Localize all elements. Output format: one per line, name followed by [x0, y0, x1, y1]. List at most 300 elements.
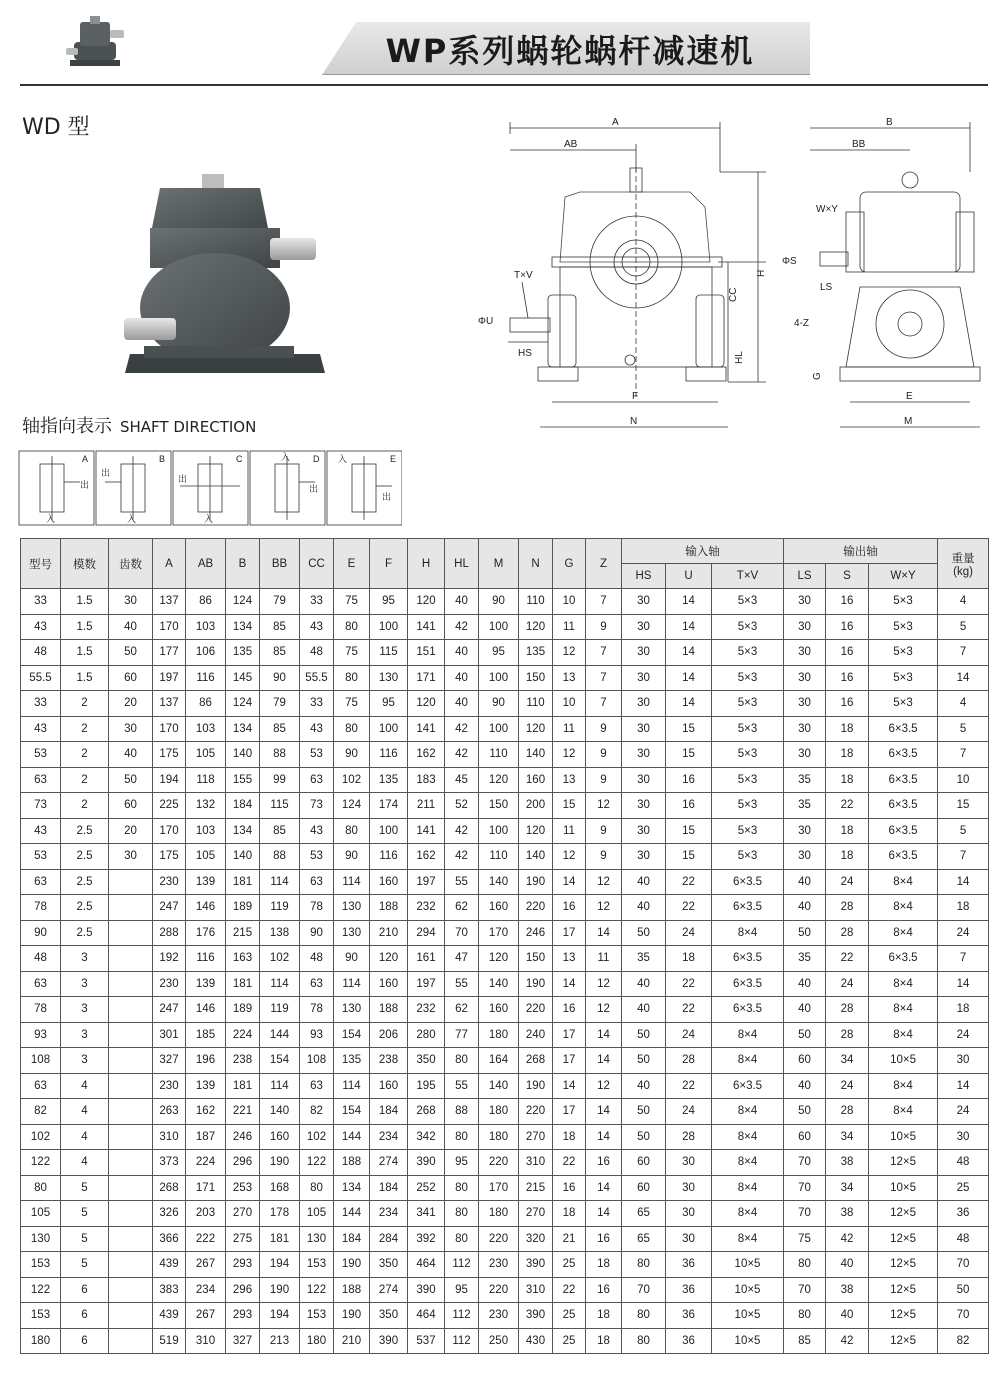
table-cell: 88 [260, 742, 300, 768]
table-cell: 30 [622, 844, 666, 870]
table-cell: 293 [226, 1252, 260, 1278]
table-cell: 135 [334, 1048, 370, 1074]
table-cell: 146 [186, 895, 226, 921]
table-cell: 85 [260, 716, 300, 742]
table-cell: 181 [260, 1226, 300, 1252]
table-cell: 160 [519, 767, 553, 793]
table-cell: 14 [586, 1201, 622, 1227]
table-cell: 200 [519, 793, 553, 819]
table-cell: 7 [586, 691, 622, 717]
table-cell: 3 [61, 946, 109, 972]
spec-table [20, 538, 989, 1354]
table-cell [109, 1252, 153, 1278]
table-cell: 197 [408, 869, 445, 895]
table-cell: 18 [826, 742, 869, 768]
table-cell: 24 [826, 971, 869, 997]
table-cell: 30 [784, 691, 826, 717]
table-cell: 90 [479, 691, 519, 717]
table-cell: 8×4 [712, 1022, 784, 1048]
table-cell: 184 [370, 1099, 408, 1125]
table-cell: 40 [784, 1073, 826, 1099]
table-cell: 234 [186, 1277, 226, 1303]
table-cell: 190 [260, 1277, 300, 1303]
table-cell: 14 [586, 1022, 622, 1048]
model-label: WD 型 [22, 115, 90, 140]
table-cell: 30 [938, 1048, 989, 1074]
table-cell: 160 [260, 1124, 300, 1150]
table-cell: 119 [260, 895, 300, 921]
table-cell: 40 [622, 997, 666, 1023]
table-cell: 73 [300, 793, 334, 819]
table-cell: 86 [186, 691, 226, 717]
table-cell: 296 [226, 1277, 260, 1303]
table-cell: 5 [61, 1175, 109, 1201]
table-row [21, 1277, 989, 1303]
table-cell: 120 [519, 614, 553, 640]
shaft-direction-diagram [18, 450, 402, 526]
dim-H: H [756, 269, 767, 277]
table-cell: 175 [153, 742, 186, 768]
table-cell: 8×4 [712, 1201, 784, 1227]
table-cell: 12 [586, 1073, 622, 1099]
table-cell: 16 [586, 1226, 622, 1252]
svg-text:出: 出 [101, 468, 111, 478]
table-cell: 36 [666, 1303, 712, 1329]
table-cell: 80 [21, 1175, 61, 1201]
table-cell: 6×3.5 [712, 895, 784, 921]
table-cell: 60 [784, 1124, 826, 1150]
dim-WxY: W×Y [816, 204, 838, 215]
table-cell: 342 [408, 1124, 445, 1150]
table-cell: 120 [479, 767, 519, 793]
table-cell: 280 [408, 1022, 445, 1048]
table-cell: 16 [826, 640, 869, 666]
table-cell: 5×3 [712, 844, 784, 870]
table-cell: 301 [153, 1022, 186, 1048]
table-cell: 110 [479, 844, 519, 870]
table-cell: 10×5 [712, 1252, 784, 1278]
reducer-photo [120, 168, 330, 388]
table-cell: 80 [784, 1252, 826, 1278]
table-cell: 5×3 [712, 691, 784, 717]
table-cell: 190 [334, 1252, 370, 1278]
table-cell: 5×3 [712, 614, 784, 640]
table-cell: 30 [666, 1150, 712, 1176]
table-cell: 14 [938, 665, 989, 691]
table-cell: 10×5 [869, 1175, 938, 1201]
table-cell: 341 [408, 1201, 445, 1227]
table-cell: 4 [938, 589, 989, 615]
table-cell: 5×3 [869, 640, 938, 666]
table-cell: 154 [260, 1048, 300, 1074]
th-HL: HL [445, 539, 479, 589]
table-cell: 33 [21, 691, 61, 717]
table-cell: 40 [445, 665, 479, 691]
svg-text:E: E [390, 454, 397, 464]
table-cell: 82 [938, 1328, 989, 1354]
table-cell: 221 [226, 1099, 260, 1125]
table-cell: 24 [666, 920, 712, 946]
table-cell: 40 [622, 1073, 666, 1099]
th-Z: Z [586, 539, 622, 589]
table-cell: 17 [553, 1048, 586, 1074]
table-cell: 140 [479, 1073, 519, 1099]
table-cell: 211 [408, 793, 445, 819]
table-cell: 102 [300, 1124, 334, 1150]
table-cell: 213 [260, 1328, 300, 1354]
table-cell: 170 [479, 920, 519, 946]
table-cell: 14 [666, 614, 712, 640]
th-H: H [408, 539, 445, 589]
table-cell: 16 [553, 895, 586, 921]
table-cell: 40 [445, 640, 479, 666]
table-cell: 22 [666, 971, 712, 997]
table-cell: 52 [445, 793, 479, 819]
table-cell: 12 [586, 895, 622, 921]
table-cell: 11 [553, 614, 586, 640]
table-cell: 12×5 [869, 1252, 938, 1278]
dim-phiU: ΦU [478, 316, 494, 327]
table-cell [109, 1048, 153, 1074]
th-HS: HS [622, 564, 666, 589]
table-cell: 43 [300, 614, 334, 640]
svg-text:C: C [236, 454, 243, 464]
table-cell: 180 [479, 1099, 519, 1125]
table-cell: 310 [153, 1124, 186, 1150]
table-cell: 21 [553, 1226, 586, 1252]
table-cell: 153 [21, 1303, 61, 1329]
table-cell: 95 [445, 1150, 479, 1176]
table-cell: 75 [334, 589, 370, 615]
table-cell: 5 [938, 818, 989, 844]
table-cell: 6×3.5 [869, 742, 938, 768]
table-cell: 464 [408, 1303, 445, 1329]
table-cell: 36 [666, 1252, 712, 1278]
table-cell: 220 [479, 1277, 519, 1303]
table-cell: 22 [666, 997, 712, 1023]
table-cell: 40 [109, 614, 153, 640]
table-cell: 180 [479, 1022, 519, 1048]
table-cell [109, 946, 153, 972]
table-cell: 30 [784, 844, 826, 870]
table-cell: 78 [300, 997, 334, 1023]
table-cell: 116 [370, 742, 408, 768]
table-cell: 190 [519, 869, 553, 895]
table-cell: 16 [586, 1150, 622, 1176]
table-cell: 53 [300, 742, 334, 768]
table-cell [109, 1303, 153, 1329]
table-cell: 234 [370, 1124, 408, 1150]
table-cell: 162 [408, 742, 445, 768]
table-row [21, 1048, 989, 1074]
table-cell [109, 971, 153, 997]
table-cell: 220 [519, 997, 553, 1023]
svg-text:出: 出 [80, 480, 90, 490]
table-cell: 116 [186, 946, 226, 972]
table-row [21, 691, 989, 717]
table-cell: 22 [826, 793, 869, 819]
table-cell: 40 [784, 997, 826, 1023]
table-cell: 100 [479, 716, 519, 742]
table-cell: 188 [334, 1150, 370, 1176]
table-cell: 10×5 [712, 1303, 784, 1329]
table-cell: 120 [519, 818, 553, 844]
table-cell: 176 [186, 920, 226, 946]
table-cell: 36 [666, 1328, 712, 1354]
table-cell: 55 [445, 869, 479, 895]
table-cell: 12×5 [869, 1328, 938, 1354]
table-cell: 18 [826, 844, 869, 870]
table-cell: 80 [445, 1124, 479, 1150]
table-cell: 187 [186, 1124, 226, 1150]
table-cell: 8×4 [712, 1175, 784, 1201]
table-cell: 20 [109, 818, 153, 844]
table-cell: 120 [408, 691, 445, 717]
table-cell: 112 [445, 1252, 479, 1278]
table-cell: 55 [445, 971, 479, 997]
table-cell: 178 [260, 1201, 300, 1227]
table-cell: 15 [666, 742, 712, 768]
table-cell: 139 [186, 869, 226, 895]
table-cell: 114 [334, 971, 370, 997]
dim-TxV: T×V [514, 270, 533, 281]
table-cell: 90 [21, 920, 61, 946]
table-cell: 50 [784, 1022, 826, 1048]
dim-A: A [612, 117, 619, 128]
table-cell: 60 [784, 1048, 826, 1074]
table-cell: 12 [586, 971, 622, 997]
table-row [21, 1328, 989, 1354]
table-cell: 4 [61, 1124, 109, 1150]
table-cell: 115 [370, 640, 408, 666]
table-row [21, 1150, 989, 1176]
table-cell: 10×5 [869, 1048, 938, 1074]
table-cell: 366 [153, 1226, 186, 1252]
table-cell: 50 [622, 1124, 666, 1150]
table-cell: 12×5 [869, 1201, 938, 1227]
table-cell: 2.5 [61, 844, 109, 870]
table-cell: 15 [938, 793, 989, 819]
table-cell: 34 [826, 1124, 869, 1150]
table-cell: 8×4 [869, 1099, 938, 1125]
table-cell: 2.5 [61, 818, 109, 844]
table-cell: 50 [622, 1022, 666, 1048]
table-cell: 390 [519, 1252, 553, 1278]
table-cell: 38 [826, 1277, 869, 1303]
table-cell: 124 [226, 589, 260, 615]
table-cell: 55 [445, 1073, 479, 1099]
table-cell: 30 [109, 589, 153, 615]
table-cell: 100 [479, 614, 519, 640]
table-cell: 247 [153, 895, 186, 921]
table-cell: 137 [153, 589, 186, 615]
table-cell: 42 [826, 1226, 869, 1252]
table-cell: 13 [553, 946, 586, 972]
table-cell: 14 [586, 920, 622, 946]
table-cell: 42 [445, 716, 479, 742]
table-cell: 12 [586, 869, 622, 895]
table-cell: 24 [826, 869, 869, 895]
table-cell: 30 [938, 1124, 989, 1150]
table-cell: 180 [300, 1328, 334, 1354]
th-G: G [553, 539, 586, 589]
table-cell: 2.5 [61, 895, 109, 921]
table-cell: 8×4 [869, 997, 938, 1023]
table-cell: 160 [370, 1073, 408, 1099]
table-cell: 189 [226, 997, 260, 1023]
table-cell: 144 [334, 1201, 370, 1227]
table-cell: 108 [300, 1048, 334, 1074]
table-cell: 130 [334, 895, 370, 921]
table-cell: 16 [826, 665, 869, 691]
table-cell [109, 869, 153, 895]
table-cell: 275 [226, 1226, 260, 1252]
table-cell: 253 [226, 1175, 260, 1201]
dim-AB: AB [564, 139, 578, 150]
table-cell: 60 [109, 665, 153, 691]
table-cell: 48 [21, 640, 61, 666]
table-cell: 188 [370, 895, 408, 921]
table-cell: 5×3 [869, 614, 938, 640]
table-cell: 40 [826, 1303, 869, 1329]
table-cell: 42 [445, 614, 479, 640]
table-cell: 40 [445, 589, 479, 615]
table-row [21, 971, 989, 997]
table-cell: 65 [622, 1201, 666, 1227]
table-cell: 181 [226, 869, 260, 895]
table-cell: 62 [445, 895, 479, 921]
table-cell: 50 [622, 1048, 666, 1074]
table-cell: 267 [186, 1252, 226, 1278]
table-cell: 4 [938, 691, 989, 717]
table-cell: 30 [622, 691, 666, 717]
table-cell: 103 [186, 818, 226, 844]
table-cell: 188 [334, 1277, 370, 1303]
table-cell: 30 [666, 1226, 712, 1252]
table-cell: 43 [21, 614, 61, 640]
table-cell: 390 [408, 1150, 445, 1176]
table-cell: 63 [300, 869, 334, 895]
table-cell: 95 [445, 1277, 479, 1303]
table-cell: 151 [408, 640, 445, 666]
table-cell: 5×3 [869, 589, 938, 615]
th-N: N [519, 539, 553, 589]
table-cell: 5×3 [712, 793, 784, 819]
table-cell: 30 [784, 742, 826, 768]
table-cell: 327 [226, 1328, 260, 1354]
table-cell: 150 [479, 793, 519, 819]
table-cell: 63 [300, 971, 334, 997]
dim-G: G [812, 372, 823, 380]
table-cell: 170 [153, 818, 186, 844]
table-cell: 22 [666, 1073, 712, 1099]
table-cell: 154 [334, 1099, 370, 1125]
svg-text:入: 入 [127, 514, 137, 524]
table-cell: 63 [21, 1073, 61, 1099]
table-cell: 194 [260, 1303, 300, 1329]
table-cell: 134 [334, 1175, 370, 1201]
table-cell: 220 [519, 1099, 553, 1125]
table-cell: 30 [784, 640, 826, 666]
table-cell: 25 [553, 1252, 586, 1278]
table-cell: 73 [21, 793, 61, 819]
reducer-thumbnail-icon [60, 12, 130, 70]
table-cell: 5 [61, 1226, 109, 1252]
table-cell: 48 [300, 640, 334, 666]
table-cell: 150 [519, 665, 553, 691]
table-cell: 16 [826, 589, 869, 615]
table-row [21, 1303, 989, 1329]
table-cell: 36 [666, 1277, 712, 1303]
table-row [21, 818, 989, 844]
table-cell: 439 [153, 1303, 186, 1329]
table-cell: 14 [938, 1073, 989, 1099]
table-cell: 24 [938, 920, 989, 946]
table-cell: 153 [300, 1252, 334, 1278]
table-cell: 9 [586, 614, 622, 640]
table-row [21, 920, 989, 946]
table-cell: 30 [622, 716, 666, 742]
table-cell: 5×3 [712, 640, 784, 666]
table-cell [109, 1124, 153, 1150]
table-cell: 116 [186, 665, 226, 691]
table-cell: 80 [300, 1175, 334, 1201]
table-cell: 90 [260, 665, 300, 691]
table-cell: 102 [21, 1124, 61, 1150]
table-cell: 9 [586, 742, 622, 768]
th-TxV: T×V [712, 564, 784, 589]
th-S: S [826, 564, 869, 589]
table-cell: 75 [334, 691, 370, 717]
table-cell: 11 [553, 716, 586, 742]
table-cell: 12×5 [869, 1150, 938, 1176]
table-cell: 238 [226, 1048, 260, 1074]
table-cell: 86 [186, 589, 226, 615]
table-cell: 293 [226, 1303, 260, 1329]
table-cell: 17 [553, 920, 586, 946]
dim-BB: BB [852, 139, 866, 150]
table-cell: 155 [226, 767, 260, 793]
table-cell: 140 [260, 1099, 300, 1125]
svg-text:入: 入 [281, 452, 291, 462]
table-cell: 55.5 [21, 665, 61, 691]
dim-LS: LS [820, 282, 833, 293]
table-cell: 70 [445, 920, 479, 946]
table-cell: 115 [260, 793, 300, 819]
table-cell: 160 [479, 895, 519, 921]
table-cell: 18 [938, 895, 989, 921]
table-cell: 48 [21, 946, 61, 972]
table-cell: 18 [826, 767, 869, 793]
table-cell: 114 [260, 971, 300, 997]
table-cell: 63 [21, 971, 61, 997]
table-cell: 168 [260, 1175, 300, 1201]
header-rule [20, 84, 988, 86]
table-cell: 8×4 [869, 895, 938, 921]
table-cell: 6×3.5 [712, 946, 784, 972]
table-cell: 6 [61, 1277, 109, 1303]
table-cell: 150 [519, 946, 553, 972]
table-cell: 40 [784, 971, 826, 997]
table-cell: 17 [553, 1022, 586, 1048]
table-cell: 48 [938, 1150, 989, 1176]
dim-M: M [904, 416, 913, 427]
table-cell: 43 [300, 818, 334, 844]
table-cell: 210 [334, 1328, 370, 1354]
table-cell: 78 [21, 895, 61, 921]
th-F: F [370, 539, 408, 589]
table-cell: 171 [186, 1175, 226, 1201]
